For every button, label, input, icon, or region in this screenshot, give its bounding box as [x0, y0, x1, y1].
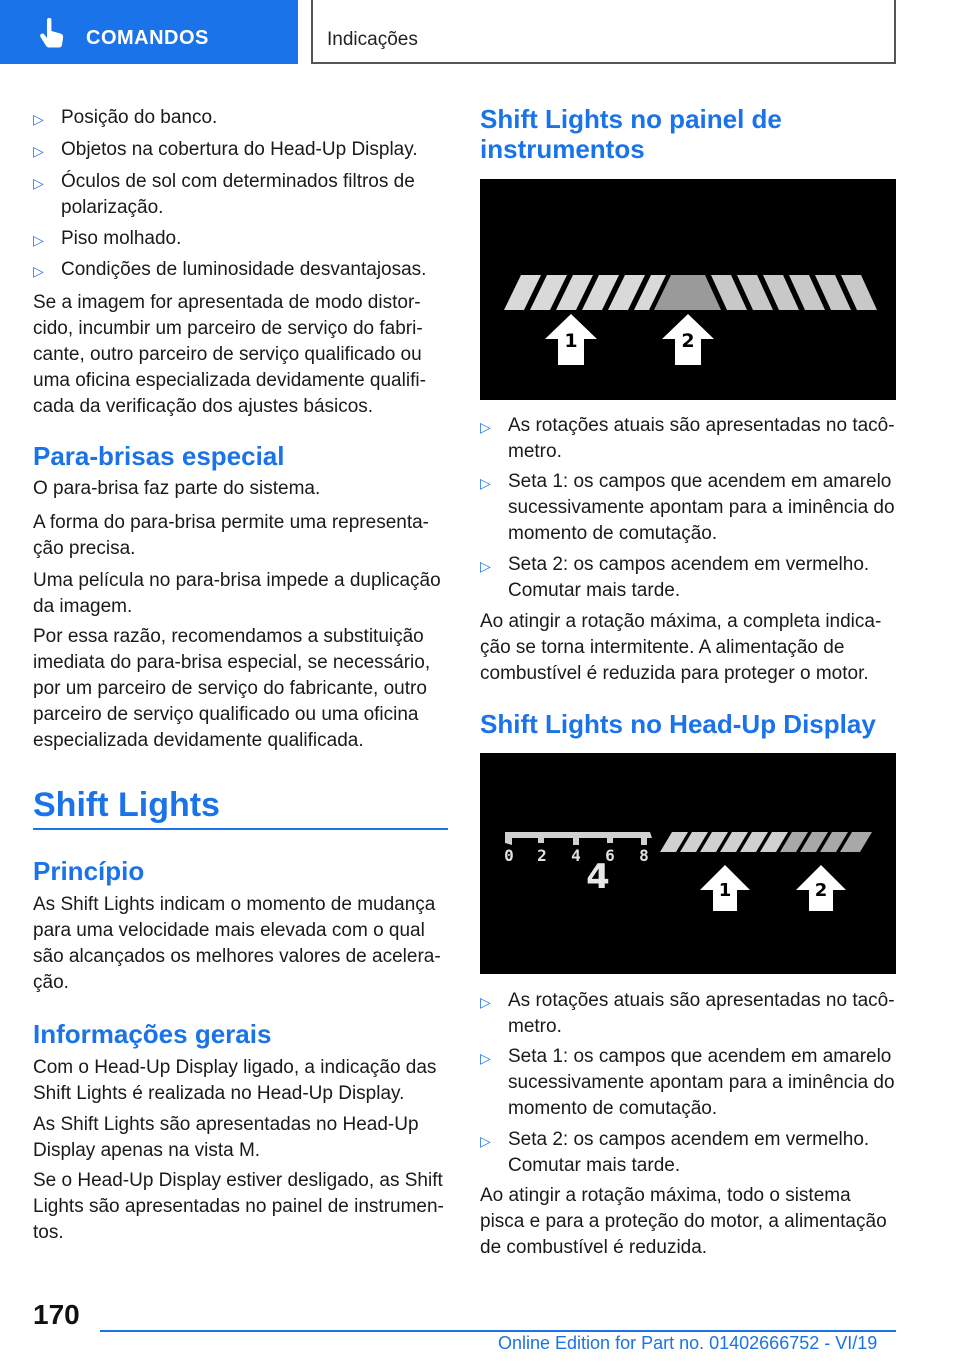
svg-text:2: 2: [537, 846, 547, 865]
svg-text:4: 4: [571, 846, 581, 865]
paragraph: As Shift Lights indicam o momento de mudança para uma velocidade mais elevada com o qual são alcançados os melhores valores de acelera-ção.: [33, 894, 441, 993]
heading-rule: [33, 828, 448, 830]
svg-text:1: 1: [564, 330, 578, 352]
heading-shift-lights-painel: Shift Lights no painel de instrumentos: [480, 104, 782, 164]
svg-text:2: 2: [814, 880, 828, 901]
triangle-bullet-icon: ▷: [33, 263, 44, 279]
page-number: 170: [33, 1299, 80, 1330]
heading-shift-lights-hud: Shift Lights no Head-Up Display: [480, 709, 876, 739]
heading-informacoes-gerais: Informações gerais: [33, 1019, 272, 1049]
shift-lights-hud-figure: [480, 753, 896, 974]
hand-pointer-icon: [38, 18, 66, 48]
chapter-label: COMANDOS: [86, 27, 209, 49]
triangle-bullet-icon: ▷: [33, 232, 44, 248]
paragraph: Se a imagem for apresentada de modo distor-cido, incumbir um parceiro de serviço do fabri-cante, outro parceiro de serviço qualificado ou uma oficina especializada devidamente qualifi-cada da verificação dos ajustes básicos.: [33, 292, 426, 417]
list-item: ▷ Óculos de sol com determinados filtros de polarização.: [33, 169, 448, 221]
heading-principio: Princípio: [33, 856, 145, 886]
svg-text:8: 8: [639, 846, 649, 865]
paragraph: Com o Head-Up Display ligado, a indicação das Shift Lights é realizada no Head-Up Display.: [33, 1057, 437, 1104]
list-item: ▷ Seta 2: os campos acendem em vermelho. Comutar mais tarde.: [480, 552, 896, 604]
paragraph: Ao atingir a rotação máxima, a completa indica-ção se torna intermitente. A alimentação de combustível é reduzida para proteger o motor.: [480, 611, 882, 684]
triangle-bullet-icon: ▷: [480, 1133, 491, 1149]
list-item: ▷ Seta 2: os campos acendem em vermelho. Comutar mais tarde.: [480, 1127, 896, 1179]
triangle-bullet-icon: ▷: [33, 143, 44, 159]
shift-lights-panel-graphic: [480, 179, 896, 400]
section-header: [311, 0, 896, 64]
triangle-bullet-icon: ▷: [33, 175, 44, 191]
triangle-bullet-icon: ▷: [480, 419, 491, 435]
paragraph: A forma do para-brisa permite uma representa-ção precisa.: [33, 512, 430, 559]
list-item: ▷ As rotações atuais são apresentadas no tacô-metro.: [480, 988, 896, 1040]
svg-text:1: 1: [718, 880, 732, 901]
section-title: Indicações: [327, 29, 418, 50]
svg-text:4: 4: [586, 857, 610, 897]
paragraph: As Shift Lights são apresentadas no Head-Up Display apenas na vista M.: [33, 1114, 419, 1161]
paragraph: Se o Head-Up Display estiver desligado, as Shift Lights são apresentadas no painel de instrumen-tos.: [33, 1170, 444, 1243]
edition-note: Online Edition for Part no. 01402666752 - VI/19: [498, 1333, 878, 1353]
paragraph: Ao atingir a rotação máxima, todo o sistema pisca e para a proteção do motor, a alimentação de combustível é reduzida.: [480, 1185, 887, 1258]
list-item: ▷ As rotações atuais são apresentadas no tacô-metro.: [480, 413, 896, 465]
triangle-bullet-icon: ▷: [33, 111, 44, 127]
list-item: ▷ Posição do banco.: [33, 105, 448, 132]
svg-text:6: 6: [605, 846, 615, 865]
paragraph: O para-brisa faz parte do sistema.: [33, 478, 321, 499]
heading-shift-lights: Shift Lights: [33, 786, 220, 824]
chapter-tab[interactable]: [0, 0, 298, 64]
shift-lights-hud-graphic: [480, 753, 896, 974]
triangle-bullet-icon: ▷: [480, 994, 491, 1010]
shift-lights-panel-figure: [480, 179, 896, 400]
svg-text:0: 0: [504, 846, 514, 865]
list-item: ▷ Seta 1: os campos que acendem em amarelo sucessivamente apontam para a iminência do momento de comutação.: [480, 1044, 896, 1122]
svg-text:2: 2: [681, 330, 695, 352]
triangle-bullet-icon: ▷: [480, 475, 491, 491]
list-item: ▷ Objetos na cobertura do Head-Up Display.: [33, 137, 448, 164]
triangle-bullet-icon: ▷: [480, 558, 491, 574]
paragraph: Uma película no para-brisa impede a duplicação da imagem.: [33, 570, 441, 617]
triangle-bullet-icon: ▷: [480, 1050, 491, 1066]
heading-para-brisas: Para-brisas especial: [33, 441, 285, 471]
list-item: ▷ Seta 1: os campos que acendem em amarelo sucessivamente apontam para a iminência do momento de comutação.: [480, 469, 896, 547]
footer-rule: [100, 1330, 896, 1332]
list-item: ▷ Condições de luminosidade desvantajosas.: [33, 257, 448, 284]
paragraph: Por essa razão, recomendamos a substituição imediata do para-brisa especial, se necessário, por um parceiro de serviço do fabricante, outro parceiro de serviço qualificado ou uma oficina especializada devidamente qualificada.: [33, 626, 431, 751]
list-item: ▷ Piso molhado.: [33, 226, 448, 253]
